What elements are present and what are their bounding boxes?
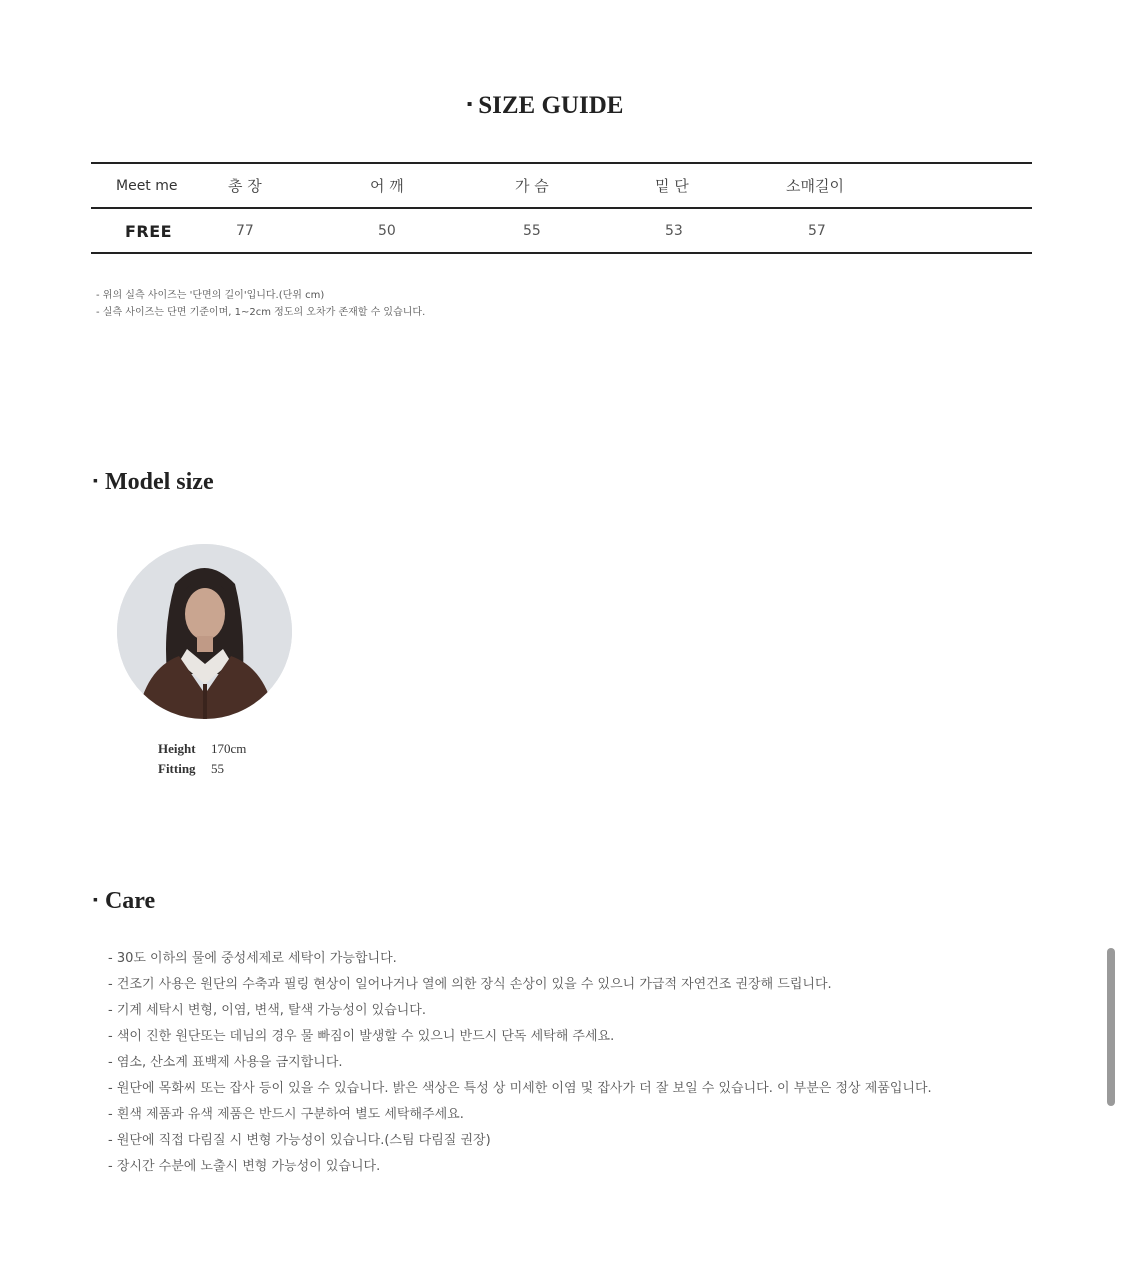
model-photo — [117, 544, 292, 719]
model-height-label: Height — [158, 741, 196, 756]
bullet-icon: ▪ — [93, 474, 98, 489]
list-item: - 원단에 직접 다림질 시 변형 가능성이 있습니다.(스팀 다림질 권장) — [108, 1133, 491, 1148]
list-item: - 색이 진한 원단또는 데님의 경우 물 빠짐이 발생할 수 있으니 반드시 단독 세탁해 주세요. — [108, 1029, 615, 1044]
model-height-value: 170cm — [211, 741, 247, 756]
model-info — [158, 739, 246, 779]
bullet-icon: ▪ — [93, 893, 98, 908]
list-item: - 기계 세탁시 변형, 이염, 변색, 탈색 가능성이 있습니다. — [108, 1003, 426, 1018]
care-list — [108, 946, 932, 1180]
cell-sleeve: 57 — [808, 223, 826, 239]
model-portrait-icon — [117, 544, 292, 719]
list-item: - 흰색 제품과 유색 제품은 반드시 구분하여 별도 세탁해주세요. — [108, 1107, 464, 1122]
cell-size: FREE — [125, 222, 173, 241]
cell-hem: 53 — [665, 223, 683, 239]
model-size-heading — [93, 469, 214, 496]
model-size-heading-text: Model size — [104, 469, 214, 495]
size-guide-title-text: SIZE GUIDE — [478, 92, 624, 119]
size-notes — [96, 287, 425, 321]
cell-shoulder: 50 — [378, 223, 396, 239]
header-cell-chest: 가 슴 — [515, 177, 549, 195]
care-heading-text: Care — [104, 888, 156, 914]
header-cell-sleeve: 소매길이 — [786, 177, 844, 195]
header-cell-shoulder: 어 깨 — [370, 177, 404, 195]
model-fitting-label: Fitting — [158, 761, 196, 776]
cell-chest: 55 — [523, 223, 541, 239]
header-cell-size: Meet me — [116, 178, 178, 194]
table-header-row — [91, 164, 1032, 207]
list-item: - 건조기 사용은 원단의 수축과 필링 현상이 일어나거나 열에 의한 장식 손상이 있을 수 있으니 가급적 자연건조 권장해 드립니다. — [108, 977, 832, 992]
model-fitting — [158, 759, 246, 779]
list-item: - 장시간 수분에 노출시 변형 가능성이 있습니다. — [108, 1159, 381, 1174]
size-note: - 위의 실측 사이즈는 '단면의 길이'입니다.(단위 cm) — [96, 290, 325, 301]
size-note: - 실측 사이즈는 단면 기준이며, 1~2cm 정도의 오차가 존재할 수 있습니다. — [96, 307, 426, 318]
header-cell-hem: 밑 단 — [655, 177, 689, 195]
header-cell-total-length: 총 장 — [228, 177, 262, 195]
care-heading — [93, 888, 155, 915]
list-item: - 염소, 산소계 표백제 사용을 금지합니다. — [108, 1055, 343, 1070]
model-height — [158, 739, 246, 759]
scrollbar-thumb[interactable] — [1107, 948, 1115, 1106]
table-bottom-rule — [91, 252, 1032, 254]
bullet-icon: ▪ — [466, 96, 473, 113]
list-item: - 원단에 목화씨 또는 잡사 등이 있을 수 있습니다. 밝은 색상은 특성 상 미세한 이염 및 잡사가 더 잘 보일 수 있습니다. 이 부분은 정상 제품입니다. — [108, 1081, 932, 1096]
model-fitting-value: 55 — [211, 761, 224, 776]
cell-total-length: 77 — [236, 223, 254, 239]
size-guide-title — [0, 92, 1090, 120]
size-table — [91, 162, 1032, 254]
list-item: - 30도 이하의 물에 중성세제로 세탁이 가능합니다. — [108, 951, 397, 966]
table-row — [91, 209, 1032, 252]
